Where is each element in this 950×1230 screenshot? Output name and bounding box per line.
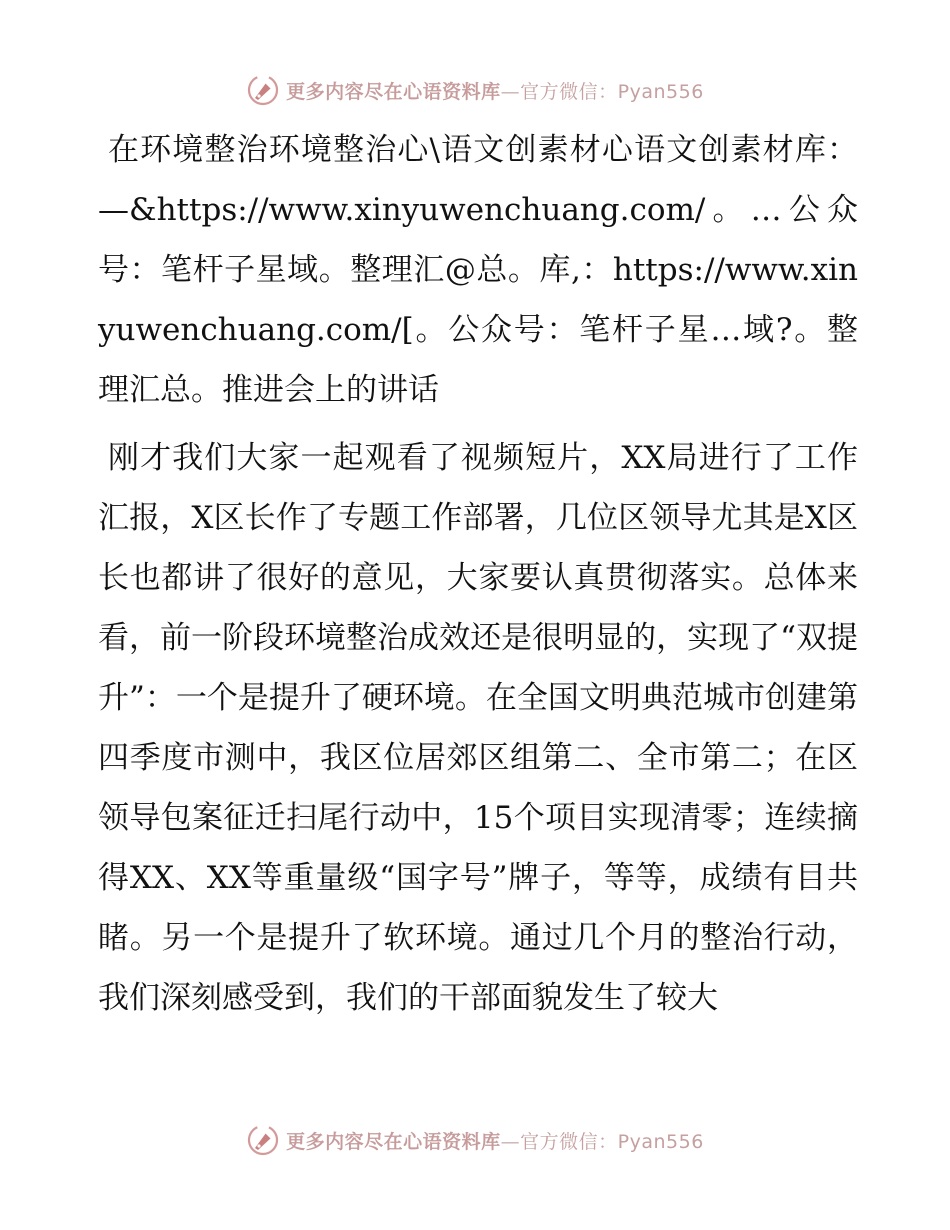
- footer-watermark: [0, 1120, 950, 1160]
- pen-nib-logo-icon: [246, 73, 280, 107]
- watermark-separator: —: [500, 1130, 521, 1153]
- watermark-brand-text: 更多内容尽在心语资料库: [286, 80, 501, 103]
- document-body: [98, 120, 858, 1028]
- body-paragraph: 刚才我们大家一起观看了视频短片，XX局进行了工作汇报，X区长作了专题工作部署，几位区领导尤其是X区长也都讲了很好的意见，大家要认真贯彻落实。总体来看，前一阶段环境整治成效还是很明显的，实现了“双提升”：一个是提升了硬环境。在全国文明典范城市创建第四季度市测中，我区位居郊区组第二、全市第二；在区领导包案征迁扫尾行动中，15个项目实现清零；连续摘得XX、XX等重量级“国字号”牌子，等等，成绩有目共睹。另一个是提升了软环境。通过几个月的整治行动，我们深刻感受到，我们的干部面貌发生了较大: [98, 440, 858, 1016]
- watermark-separator: —: [500, 80, 521, 103]
- header-watermark: [0, 70, 950, 110]
- watermark-brand-text: 更多内容尽在心语资料库: [286, 1130, 501, 1153]
- watermark-contact-text: 官方微信：Pyan556: [520, 80, 704, 103]
- watermark-contact-text: 官方微信：Pyan556: [520, 1130, 704, 1153]
- document-title-paragraph: 在环境整治环境整治心\语文创素材心语文创素材库：—&https://www.xinyuwenchuang.com/。…公众号：笔杆子星域。整理汇@总。库,：https://www.xinyuwenchuang.com/[。公众号：笔杆子星…域?。整理汇总。推进会上的讲话: [98, 132, 858, 408]
- pen-nib-logo-icon: [246, 1123, 280, 1157]
